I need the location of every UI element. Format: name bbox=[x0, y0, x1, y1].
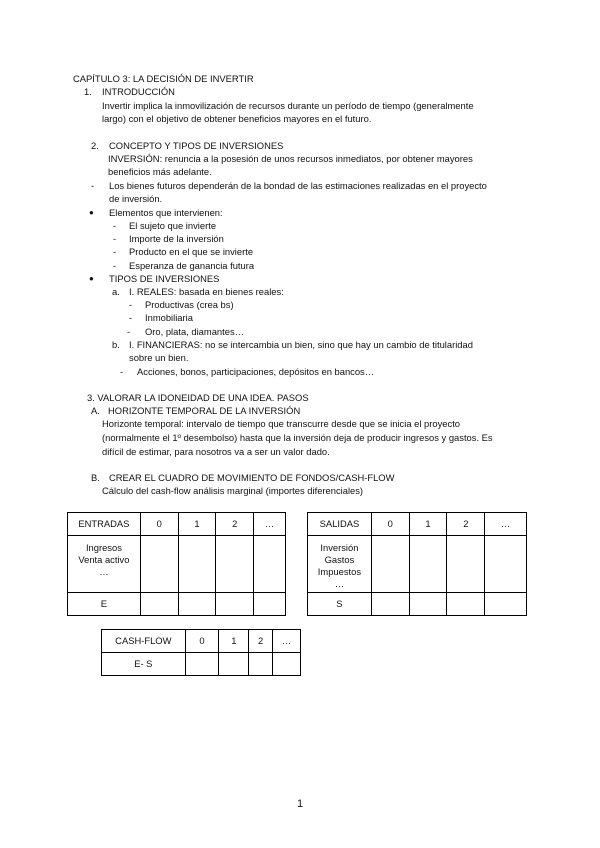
section-2-number: 2. bbox=[91, 140, 99, 151]
elemento-item: El sujeto que invierte bbox=[129, 220, 217, 231]
section-3-heading: 3. VALORAR LA IDONEIDAD DE UNA IDEA. PASOS bbox=[87, 392, 309, 403]
table-header-cell: CASH-FLOW bbox=[102, 630, 186, 653]
table-total-cell: E bbox=[68, 593, 141, 616]
table-cell bbox=[409, 536, 447, 593]
table-header-row bbox=[102, 630, 301, 653]
table-cell bbox=[273, 653, 301, 676]
horizonte-heading: HORIZONTE TEMPORAL DE LA INVERSIÓN bbox=[108, 405, 301, 416]
table-header-cell: 0 bbox=[371, 513, 409, 536]
table-header-cell: 1 bbox=[409, 513, 447, 536]
page-number: 1 bbox=[296, 798, 304, 810]
table-total-row bbox=[308, 593, 527, 616]
salida-item: … bbox=[334, 578, 345, 589]
table-cell bbox=[219, 653, 249, 676]
salidas-table bbox=[307, 512, 527, 616]
bienes-futuros-line-2: de inversión. bbox=[109, 193, 163, 204]
table-cell bbox=[178, 593, 216, 616]
table-header-cell: 2 bbox=[216, 513, 254, 536]
table-label-cell bbox=[308, 536, 372, 593]
table-header-row bbox=[68, 513, 286, 536]
salida-item: Impuestos bbox=[317, 566, 362, 577]
table-cell bbox=[447, 593, 485, 616]
table-cell bbox=[371, 536, 409, 593]
table-cell bbox=[216, 536, 254, 593]
table-header-cell: … bbox=[485, 513, 527, 536]
intro-line-1: Invertir implica la inmovilización de recursos durante un período de tiempo (generalmente bbox=[102, 100, 474, 111]
dash-marker: - bbox=[127, 326, 131, 337]
list-marker-A: A. bbox=[91, 405, 100, 416]
dash-marker: - bbox=[113, 233, 117, 244]
table-header-cell: … bbox=[273, 630, 301, 653]
table-row bbox=[68, 536, 286, 593]
horizonte-line-3: difícil de estimar, para nosotros va a ser un valor dado. bbox=[102, 446, 330, 457]
table-header-cell: 2 bbox=[447, 513, 485, 536]
table-cell bbox=[140, 536, 178, 593]
inversion-definition-line-1: INVERSIÓN: renuncia a la posesión de unos recursos inmediatos, por obtener mayores bbox=[108, 153, 473, 164]
financieras-line-2: sobre un bien. bbox=[129, 352, 189, 363]
elemento-item: Esperanza de ganancia futura bbox=[129, 260, 255, 271]
table-header-cell: ENTRADAS bbox=[68, 513, 141, 536]
table-header-cell: 1 bbox=[219, 630, 249, 653]
table-cell bbox=[249, 653, 273, 676]
section-1-heading: INTRODUCCIÓN bbox=[102, 86, 175, 97]
entrada-item: Ingresos bbox=[85, 542, 122, 553]
dash-marker: - bbox=[113, 220, 117, 231]
elemento-item: Importe de la inversión bbox=[129, 233, 224, 244]
dash-marker: - bbox=[113, 246, 117, 257]
horizonte-line-2: (normalmente el 1º desembolso) hasta que la inversión deja de producir ingresos y gastos. Es bbox=[102, 432, 493, 443]
dash-marker: - bbox=[129, 312, 133, 323]
table-cell bbox=[409, 593, 447, 616]
section-2-heading: CONCEPTO Y TIPOS DE INVERSIONES bbox=[109, 140, 284, 151]
dash-marker: - bbox=[91, 180, 95, 191]
dash-marker: - bbox=[113, 260, 117, 271]
table-total-cell: E- S bbox=[102, 653, 186, 676]
list-marker-B: B. bbox=[91, 472, 100, 483]
table-header-cell: 1 bbox=[178, 513, 216, 536]
bullet-icon: ● bbox=[89, 274, 94, 283]
real-item: Inmobiliaria bbox=[145, 312, 193, 323]
horizonte-line-1: Horizonte temporal: intervalo de tiempo que transcurre desde que se inicia el proyecto bbox=[102, 418, 461, 429]
dash-marker: - bbox=[120, 366, 124, 377]
bullet-icon: ● bbox=[89, 208, 94, 217]
table-cell bbox=[178, 536, 216, 593]
salida-item: Inversión bbox=[320, 542, 359, 553]
salida-item: Gastos bbox=[324, 554, 355, 565]
table-cell bbox=[140, 593, 178, 616]
table-header-cell: 0 bbox=[140, 513, 178, 536]
table-total-row bbox=[68, 593, 286, 616]
intro-line-2: largo) con el objetivo de obtener beneficios mayores en el futuro. bbox=[102, 113, 372, 124]
list-marker-b: b. bbox=[112, 339, 120, 350]
tipos-heading: TIPOS DE INVERSIONES bbox=[109, 273, 220, 284]
table-row bbox=[102, 653, 301, 676]
real-item: Productivas (crea bs) bbox=[145, 299, 234, 310]
list-marker-a: a. bbox=[112, 286, 120, 297]
bienes-futuros-line-1: Los bienes futuros dependerán de la bondad de las estimaciones realizadas en el proyecto bbox=[109, 180, 487, 191]
inversion-definition-line-2: beneficios más adelante. bbox=[108, 166, 212, 177]
entrada-item: … bbox=[99, 566, 109, 577]
elementos-heading: Elementos que intervienen: bbox=[109, 207, 223, 218]
entrada-item: Venta activo bbox=[78, 554, 130, 565]
table-cell bbox=[447, 536, 485, 593]
cashflow-heading: CREAR EL CUADRO DE MOVIMIENTO DE FONDOS/CASH-FLOW bbox=[109, 472, 395, 483]
table-row bbox=[308, 536, 527, 593]
financiera-item: Acciones, bonos, participaciones, depósitos en bancos… bbox=[137, 366, 375, 377]
real-item: Oro, plata, diamantes… bbox=[145, 326, 245, 337]
table-cell bbox=[371, 593, 409, 616]
table-label-cell bbox=[68, 536, 141, 593]
table-cell bbox=[254, 593, 286, 616]
chapter-title: CAPÍTULO 3: LA DECISIÓN DE INVERTIR bbox=[73, 73, 254, 84]
table-cell bbox=[254, 536, 286, 593]
table-cell bbox=[485, 536, 527, 593]
section-1-number: 1. bbox=[84, 86, 92, 97]
dash-marker: - bbox=[129, 299, 133, 310]
reales-heading: I. REALES: basada en bienes reales: bbox=[129, 286, 284, 297]
table-header-cell: 0 bbox=[185, 630, 219, 653]
table-cell bbox=[485, 593, 527, 616]
financieras-line-1: I. FINANCIERAS: no se intercambia un bien, sino que hay un cambio de titularidad bbox=[129, 339, 473, 350]
elemento-item: Producto en el que se invierte bbox=[129, 246, 254, 257]
cashflow-table bbox=[101, 629, 301, 676]
table-cell bbox=[185, 653, 219, 676]
table-cell bbox=[216, 593, 254, 616]
table-header-cell: SALIDAS bbox=[308, 513, 372, 536]
table-header-cell: … bbox=[254, 513, 286, 536]
cashflow-subheading: Cálculo del cash-flow análisis marginal (importes diferenciales) bbox=[102, 485, 364, 496]
table-total-cell: S bbox=[308, 593, 372, 616]
entradas-table bbox=[67, 512, 286, 616]
table-header-row bbox=[308, 513, 527, 536]
table-header-cell: 2 bbox=[249, 630, 273, 653]
